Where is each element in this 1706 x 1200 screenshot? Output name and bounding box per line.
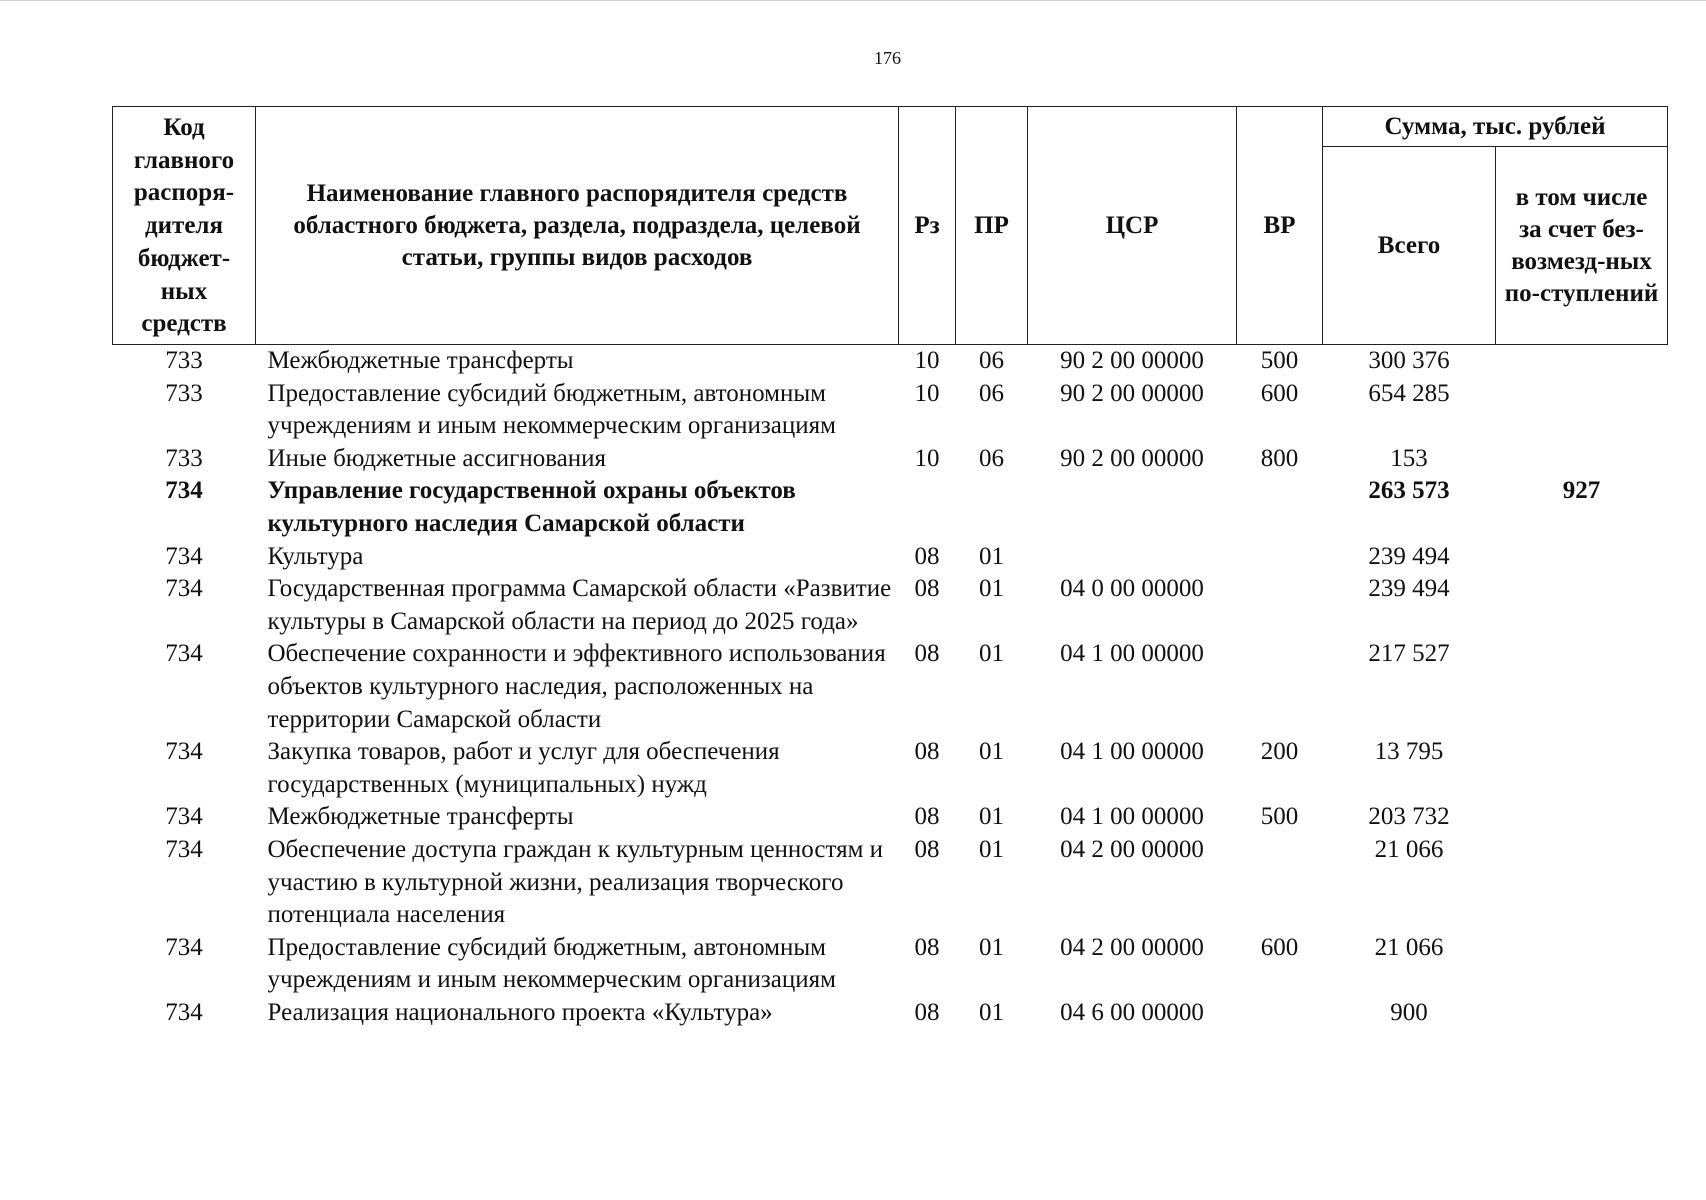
budget-table <box>112 106 1668 1029</box>
row-grants-cell: 927 <box>1562 477 1601 505</box>
row-total-cell: 21 066 <box>1374 835 1444 863</box>
row-total-cell: 203 732 <box>1368 803 1450 831</box>
row-vr-cell <box>1237 834 1323 932</box>
row-vr-cell <box>1237 475 1323 540</box>
row-pr-cell: 01 <box>979 835 1004 863</box>
row-total-cell: 654 285 <box>1368 379 1450 407</box>
row-vr-cell <box>1237 638 1323 736</box>
table-row <box>113 345 1668 378</box>
row-total-cell: 239 494 <box>1368 575 1450 603</box>
row-rz-cell: 08 <box>914 542 940 570</box>
row-pr-cell: 06 <box>979 379 1004 407</box>
row-grants-cell <box>1496 997 1668 1030</box>
row-pr-cell: 01 <box>979 998 1004 1026</box>
row-code-cell: 734 <box>165 640 203 668</box>
row-csr-cell: 04 1 00 00000 <box>1060 738 1204 766</box>
row-rz-cell: 10 <box>914 444 940 472</box>
row-csr-cell: 04 1 00 00000 <box>1060 640 1204 668</box>
table-row <box>113 736 1668 801</box>
row-vr-cell: 600 <box>1260 933 1299 961</box>
row-csr-cell <box>1028 475 1237 540</box>
row-rz-cell: 10 <box>914 379 940 407</box>
row-vr-cell <box>1237 573 1323 638</box>
header-grants: в том числе за счет без-возмезд-ных по-ступлений <box>1496 147 1668 345</box>
row-name-cell: Закупка товаров, работ и услуг для обеспечения государственных (муниципальных) нужд <box>267 738 780 798</box>
row-rz-cell: 08 <box>914 640 940 668</box>
row-rz-cell: 08 <box>914 998 940 1026</box>
row-grants-cell <box>1496 932 1668 997</box>
row-name-cell: Предоставление субсидий бюджетным, автономным учреждениям и иным некоммерческим организациям <box>267 379 836 440</box>
row-pr-cell: 01 <box>979 933 1004 961</box>
row-pr-cell: 01 <box>979 640 1004 668</box>
row-name-cell: Обеспечение сохранности и эффективного использования объектов культурного наследия, расположенных на территории Самарской области <box>267 640 886 733</box>
row-name-cell: Управление государственной охраны объектов культурного наследия Самарской области <box>267 477 796 537</box>
table-row <box>113 378 1668 443</box>
row-code-cell: 734 <box>165 738 203 766</box>
table-row <box>113 997 1668 1030</box>
row-csr-cell: 04 6 00 00000 <box>1060 998 1204 1026</box>
row-total-cell: 239 494 <box>1368 542 1450 570</box>
header-rz: Рз <box>899 107 956 345</box>
row-name-cell: Предоставление субсидий бюджетным, автономным учреждениям и иным некоммерческим организациям <box>267 933 836 994</box>
row-rz-cell: 08 <box>914 803 940 831</box>
row-rz-cell: 10 <box>914 347 940 374</box>
row-rz-cell: 08 <box>914 738 940 766</box>
row-vr-cell <box>1237 997 1323 1030</box>
row-name-cell: Культура <box>267 542 364 570</box>
table-row <box>113 801 1668 834</box>
row-rz-cell <box>899 475 956 540</box>
header-pr: ПР <box>956 107 1028 345</box>
row-grants-cell <box>1496 378 1668 443</box>
header-total: Всего <box>1323 147 1496 345</box>
row-pr-cell: 06 <box>979 347 1004 374</box>
row-grants-cell <box>1496 443 1668 476</box>
row-code-cell: 734 <box>165 803 203 831</box>
row-csr-cell: 04 1 00 00000 <box>1060 803 1204 831</box>
table-row <box>113 638 1668 736</box>
row-code-cell: 733 <box>165 347 203 374</box>
row-csr-cell: 90 2 00 00000 <box>1060 444 1204 472</box>
row-pr-cell: 01 <box>979 803 1004 831</box>
row-rz-cell: 08 <box>914 835 940 863</box>
page-number: 176 <box>874 48 901 68</box>
row-pr-cell: 01 <box>979 575 1004 603</box>
table-row <box>113 541 1668 574</box>
header-code: Код главного распоря-дителя бюджет-ных средств <box>113 107 256 345</box>
row-name-cell: Межбюджетные трансферты <box>267 347 574 374</box>
table-row <box>113 573 1668 638</box>
row-name-cell: Иные бюджетные ассигнования <box>267 444 607 472</box>
row-total-cell: 263 573 <box>1368 477 1450 505</box>
row-code-cell: 734 <box>165 933 203 961</box>
row-csr-cell: 04 0 00 00000 <box>1060 575 1204 603</box>
table-row <box>113 475 1668 540</box>
row-code-cell: 734 <box>165 835 203 863</box>
row-total-cell: 13 795 <box>1374 738 1444 766</box>
row-total-cell: 900 <box>1390 998 1428 1026</box>
header-csr: ЦСР <box>1028 107 1237 345</box>
row-total-cell: 21 066 <box>1374 933 1444 961</box>
row-grants-cell <box>1496 736 1668 801</box>
row-grants-cell <box>1496 573 1668 638</box>
header-vr: ВР <box>1237 107 1323 345</box>
row-pr-cell <box>956 475 1028 540</box>
table-row <box>113 932 1668 997</box>
row-pr-cell: 01 <box>979 738 1004 766</box>
page-edge <box>0 0 1706 1</box>
row-rz-cell: 08 <box>914 933 940 961</box>
row-grants-cell <box>1496 638 1668 736</box>
table-row <box>113 443 1668 476</box>
row-code-cell: 734 <box>165 477 203 505</box>
table-body <box>113 345 1668 1030</box>
row-csr-cell <box>1028 541 1237 574</box>
row-grants-cell <box>1496 541 1668 574</box>
row-vr-cell: 600 <box>1260 379 1299 407</box>
row-vr-cell <box>1237 541 1323 574</box>
row-grants-cell <box>1496 345 1668 378</box>
row-csr-cell: 90 2 00 00000 <box>1060 347 1204 374</box>
row-vr-cell: 500 <box>1260 347 1299 374</box>
header-sum-group: Сумма, тыс. рублей <box>1323 107 1668 147</box>
row-code-cell: 734 <box>165 542 203 570</box>
row-code-cell: 734 <box>165 575 203 603</box>
row-code-cell: 733 <box>165 444 203 472</box>
row-pr-cell: 06 <box>979 444 1004 472</box>
row-name-cell: Межбюджетные трансферты <box>267 803 574 831</box>
row-name-cell: Реализация национального проекта «Культура» <box>267 998 773 1026</box>
row-vr-cell: 500 <box>1260 803 1299 831</box>
row-pr-cell: 01 <box>979 542 1004 570</box>
row-total-cell: 217 527 <box>1368 640 1450 668</box>
row-grants-cell <box>1496 801 1668 834</box>
row-rz-cell: 08 <box>914 575 940 603</box>
row-csr-cell: 04 2 00 00000 <box>1060 835 1204 863</box>
row-grants-cell <box>1496 834 1668 932</box>
header-name: Наименование главного распорядителя средств областного бюджета, раздела, подраздела, целевой статьи, группы видов расходов <box>256 107 899 345</box>
table-row <box>113 834 1668 932</box>
row-code-cell: 733 <box>165 379 203 407</box>
row-code-cell: 734 <box>165 998 203 1026</box>
row-name-cell: Государственная программа Самарской области «Развитие культуры в Самарской области на период до 2025 года» <box>267 575 892 635</box>
row-total-cell: 153 <box>1390 444 1428 472</box>
row-vr-cell: 200 <box>1260 738 1299 766</box>
row-name-cell: Обеспечение доступа граждан к культурным ценностям и участию в культурной жизни, реализация творческого потенциала населения <box>267 835 884 929</box>
row-csr-cell: 90 2 00 00000 <box>1060 379 1204 407</box>
row-csr-cell: 04 2 00 00000 <box>1060 933 1204 961</box>
row-vr-cell: 800 <box>1260 444 1299 472</box>
row-total-cell: 300 376 <box>1368 347 1450 374</box>
